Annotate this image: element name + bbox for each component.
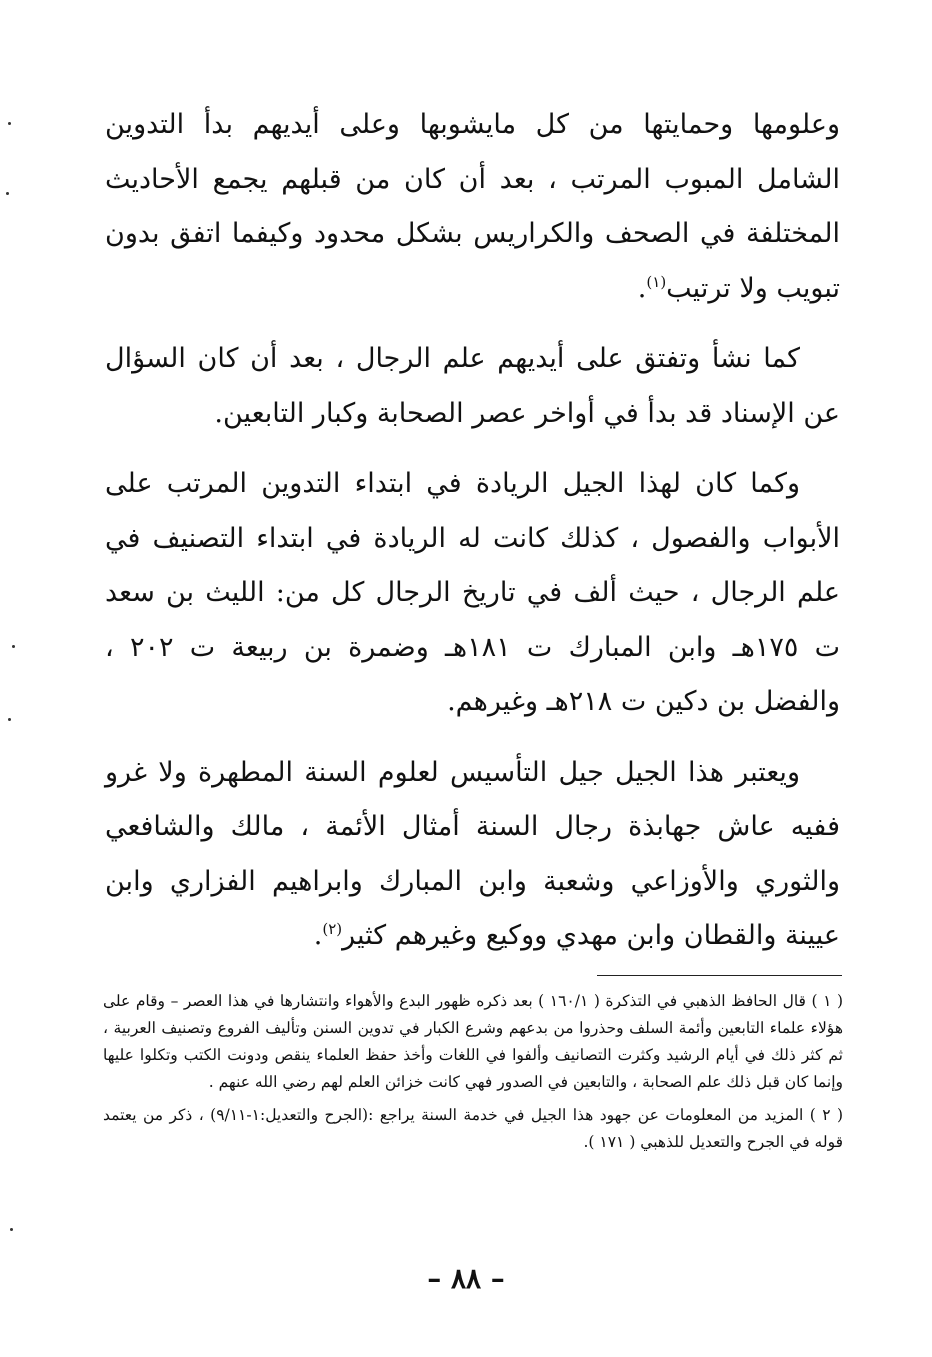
scan-speck <box>12 645 15 648</box>
paragraph-1: وعلومها وحمايتها من كل مايشوبها وعلى أيديهم بدأ التدوين الشامل المبوب المرتب ، بعد أن كان من قبلهم يجمع الأحاديث المختلفة في الصحف والكراريس بشكل محدود وكيفما اتفق بدون تبويب ولا ترتيب$^{(١)}$. <box>105 109 840 304</box>
scan-speck <box>10 1228 13 1231</box>
footnote-2: ( ٢ ) المزيد من المعلومات عن جهود هذا الجيل في خدمة السنة يراجع :(الجرح والتعديل:١-٩/١١) ، ذكر من يعتمد قوله في الجرح والتعديل للذهبي ( ١٧١ ). <box>103 1106 843 1151</box>
footnote-ref-1: (١) <box>646 272 667 291</box>
footnote-1: ( ١ ) قال الحافظ الذهبي في التذكرة ( ١٦٠/١ ) بعد ذكره ظهور البدع والأهواء وانتشارها في هذا العصر – وقام على هؤلاء علماء التابعين وأئمة السلف وحذروا من بدعهم وشرع الكبار في تدوين السنن وتأليف الفروع وتصنيف العربية ، ثم كثر ذلك في أيام الرشيد وكثرت التصانيف وألفوا في اللغات وأخذ حفظ العلماء ينقص ودونت الكتب وتكلوا عليها وإنما كان قبل ذلك علم الصحابة ، والتابعين في الصدور فهي كانت خزائن العلم لهم رضي الله عنهم . <box>103 992 843 1091</box>
footnotes <box>103 988 843 1162</box>
page-number: – ٨٨ – <box>427 1262 505 1295</box>
footnote-ref-2: (٢) <box>322 920 343 938</box>
paragraph-4: ويعتبر هذا الجيل جيل التأسيس لعلوم السنة المطهرة ولا غرو ففيه عاش جهابذة رجال السنة أمثال الأئمة ، مالك والشافعي والثوري والأوزاعي وشعبة وابن المبارك وابراهيم الفزاري وابن عيينة والقطان وابن مهدي ووكيع وغيرهم كثير$^{(٢)}$. <box>105 756 840 951</box>
scan-speck <box>8 122 11 125</box>
paragraph-3: وكما كان لهذا الجيل الريادة في ابتداء التدوين المرتب على الأبواب والفصول ، كذلك كانت له الريادة في ابتداء التصنيف في علم الرجال ، حيث ألف في تاريخ الرجال كل من: الليث بن سعد ت ١٧٥هـ وابن المبارك ت ١٨١هـ وضمرة بن ربيعة ت ٢٠٢ ، والفضل بن دكين ت ٢١٨هـ وغيرهم. <box>105 468 841 717</box>
main-text <box>105 98 840 980</box>
paragraph-2: كما نشأ وتفتق على أيديهم علم الرجال ، بعد أن كان السؤال عن الإسناد قد بدأ في أواخر عصر الصحابة وكبار التابعين. <box>105 343 840 429</box>
scan-speck <box>6 192 9 195</box>
footnote-divider <box>597 975 842 976</box>
scan-speck <box>8 718 11 721</box>
